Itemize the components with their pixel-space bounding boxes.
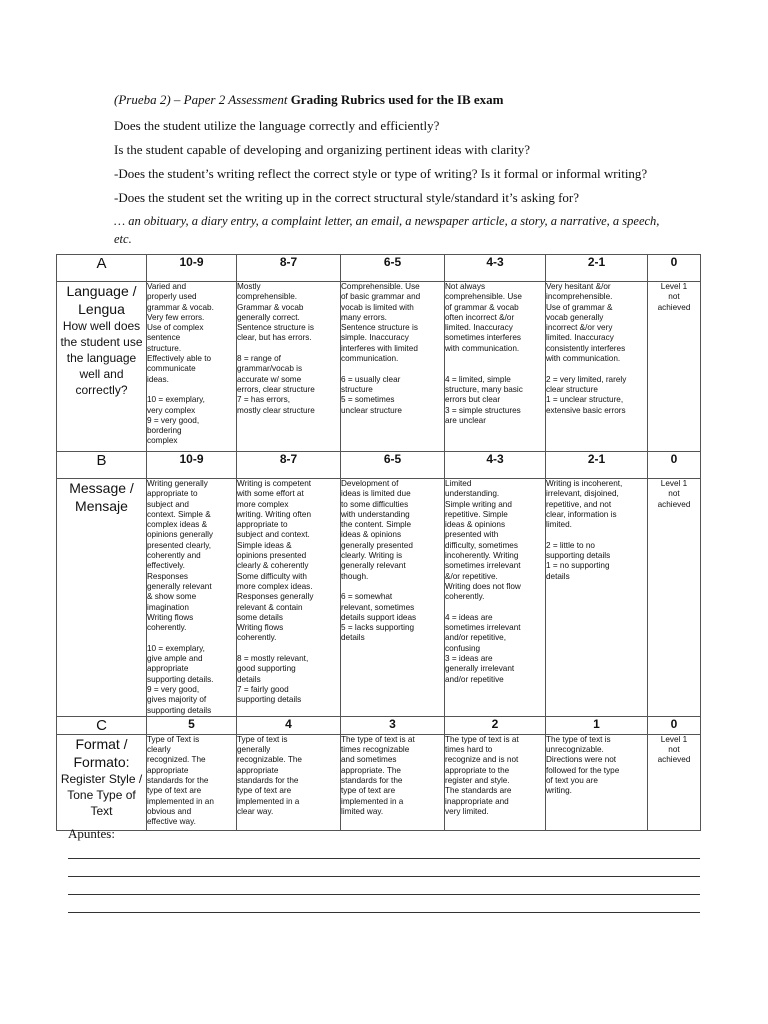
notes-line [68, 912, 700, 913]
question-3: -Does the student’s writing reflect the correct style or type of writing? Is it formal or informal writing? [114, 166, 648, 181]
criterion-subtitle: How well does the student use the language well and correctly? [60, 319, 143, 397]
criterion-title: Message / Mensaje [69, 480, 134, 514]
descriptor-cell: Comprehensible. Use of basic grammar and vocab is limited with many errors. Sentence structure is simple. Inaccuracy interferes with limited communication. 6 = usually clear structure 5 = sometimes unclear structure [341, 282, 445, 452]
descriptor-cell: The type of text is unrecognizable. Directions were not followed for the type of text you are writing. [546, 734, 648, 830]
score-band: 4-3 [445, 255, 546, 282]
score-band: 10-9 [147, 255, 237, 282]
score-band: 0 [648, 452, 701, 479]
notes-line [68, 894, 700, 895]
score-band: 1 [546, 716, 648, 734]
page-title [114, 92, 504, 108]
score-band: 8-7 [237, 452, 341, 479]
score-band: 8-7 [237, 255, 341, 282]
criterion-subtitle: Register Style / Tone Type of Text [60, 771, 143, 818]
descriptor-cell: Limited understanding. Simple writing and repetitive. Simple ideas & opinions presented with difficulty, sometimes incoherently. Writing sometimes irrelevant &/or repetitive. Writing does not flow coherently. 4 = ideas are sometimes irrelevant and/or repetitive, confusing 3 = ideas are generally irrelevant and/or repetitive [445, 479, 546, 717]
text-type-examples: … an obituary, a diary entry, a complaint letter, an email, a newspaper article, a story, a narrative, a speech, etc. [114, 214, 660, 246]
question-2: Is the student capable of developing and organizing pertinent ideas with clarity? [114, 142, 530, 157]
question-1: Does the student utilize the language correctly and efficiently? [114, 118, 440, 133]
score-band: 0 [648, 716, 701, 734]
descriptor-cell: Level 1 not achieved [648, 282, 701, 452]
section-letter: A [57, 255, 147, 282]
section-c-descriptor-row [57, 734, 701, 830]
criterion-title: Language / Lengua [66, 283, 137, 317]
descriptor-cell: Level 1 not achieved [648, 734, 701, 830]
score-band: 4-3 [445, 452, 546, 479]
score-band: 6-5 [341, 255, 445, 282]
question-4: -Does the student set the writing up in the correct structural style/standard it’s asking for? [114, 190, 579, 205]
score-band: 2-1 [546, 452, 648, 479]
descriptor-cell: The type of text is at times recognizable and sometimes appropriate. The standards for the type of text are implemented in a limited way. [341, 734, 445, 830]
score-band: 4 [237, 716, 341, 734]
score-band: 3 [341, 716, 445, 734]
criterion-language [57, 282, 147, 452]
descriptor-cell: Type of text is generally recognizable. The appropriate standards for the type of text are implemented in a clear way. [237, 734, 341, 830]
notes-line [68, 876, 700, 877]
descriptor-cell: The type of text is at times hard to recognize and is not appropriate to the register and style. The standards are inappropriate and very limited. [445, 734, 546, 830]
section-c-score-row [57, 716, 701, 734]
section-letter: B [57, 452, 147, 479]
section-a-score-row [57, 255, 701, 282]
score-band: 0 [648, 255, 701, 282]
criterion-title: Format / Formato: [73, 735, 130, 770]
descriptor-cell: Development of ideas is limited due to some difficulties with understanding the content. Simple ideas & opinions generally presented clearly. Writing is generally relevant though. 6 = somewhat relevant, sometimes details support ideas 5 = lacks supporting details [341, 479, 445, 717]
descriptor-cell: Writing generally appropriate to subject and context. Simple & complex ideas & opinions generally presented clearly, coherently and effectively. Responses generally relevant & show some imagination Writing flows coherently. 10 = exemplary, give ample and appropriate supporting details. 9 = very good, gives majority of supporting details [147, 479, 237, 717]
score-band: 2 [445, 716, 546, 734]
descriptor-cell: Not always comprehensible. Use of grammar & vocab often incorrect &/or limited. Inaccuracy sometimes interferes with communication. 4 = limited, simple structure, many basic errors but clear 3 = simple structures are unclear [445, 282, 546, 452]
section-b-score-row [57, 452, 701, 479]
descriptor-cell: Writing is competent with some effort at more complex writing. Writing often appropriate to subject and context. Simple ideas & opinions presented clearly & coherently Some difficulty with more complex ideas. Responses generally relevant & contain some details Writing flows coherently. 8 = mostly relevant, good supporting details 7 = fairly good supporting details [237, 479, 341, 717]
score-band: 6-5 [341, 452, 445, 479]
descriptor-cell: Writing is incoherent, irrelevant, disjoined, repetitive, and not clear, information is limited. 2 = little to no supporting details 1 = no supporting details [546, 479, 648, 717]
score-band: 2-1 [546, 255, 648, 282]
descriptor-cell: Mostly comprehensible. Grammar & vocab generally correct. Sentence structure is clear, but has errors. 8 = range of grammar/vocab is accurate w/ some errors, clear structure 7 = has errors, mostly clear structure [237, 282, 341, 452]
rubric-table [56, 254, 701, 831]
notes-label: Apuntes: [68, 826, 115, 841]
descriptor-cell: Varied and properly used grammar & vocab. Very few errors. Use of complex sentence structure. Effectively able to communicate ideas. 10 = exemplary, very complex 9 = very good, bordering complex [147, 282, 237, 452]
title-italic: (Prueba 2) – Paper 2 Assessment [114, 92, 288, 107]
section-a-descriptor-row [57, 282, 701, 452]
section-b-descriptor-row [57, 479, 701, 717]
score-band: 10-9 [147, 452, 237, 479]
score-band: 5 [147, 716, 237, 734]
title-bold: Grading Rubrics used for the IB exam [287, 92, 504, 107]
section-letter: C [57, 716, 147, 734]
notes-line [68, 858, 700, 859]
descriptor-cell: Type of Text is clearly recognized. The appropriate standards for the type of text are implemented in an obvious and effective way. [147, 734, 237, 830]
criterion-format [57, 734, 147, 830]
criterion-message [57, 479, 147, 717]
descriptor-cell: Level 1 not achieved [648, 479, 701, 717]
descriptor-cell: Very hesitant &/or incomprehensible. Use of grammar & vocab generally incorrect &/or very limited. Inaccuracy consistently interferes with communication. 2 = very limited, rarely clear structure 1 = unclear structure, extensive basic errors [546, 282, 648, 452]
